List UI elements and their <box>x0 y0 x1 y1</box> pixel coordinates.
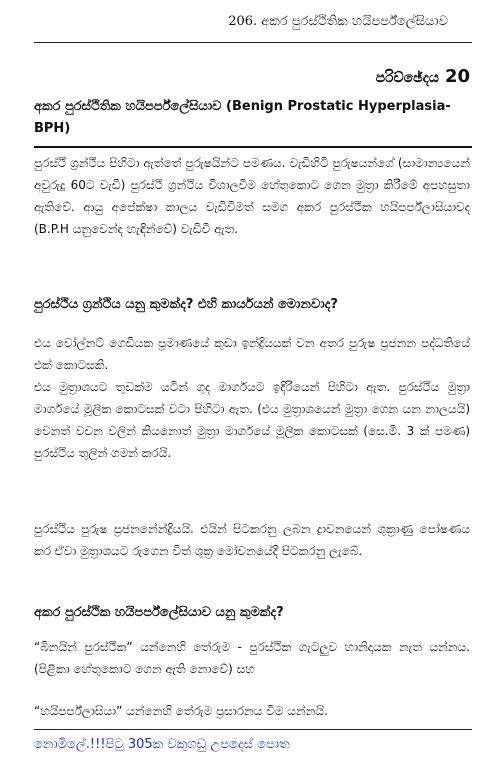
chapter-title: අකර පුරස්ථිතික හයිපර්ප්ලේසියාව (Benign Prostatic Hyperplasia-BPH) <box>34 99 451 136</box>
chapter-label: පරිච්ඡේදය <box>375 70 439 86</box>
answer-1-paragraph-2: එය මුත්‍රාශයට තුඩක්ම යටින් ගුද මාර්ගයට ඉදිරියෙන් පිහිටා ඇත. පුරස්ථිය මුත්‍රා මාර්ගයේ මූලික කොටසක් වටා පිහිටා ඇත. (එය මුත්‍රාශයෙන් මුත්‍රා ගෙන යන නාලයයි) වෙනත් වචන වලින් කියනොත් මුත්‍රා මාර්ගයේ මූලික කොටසක් (සෙ.මී. 3 ක් පමණ) පුරස්ථිය තුලින් ගමන් කරයි. <box>34 380 470 460</box>
question-1-section <box>34 294 470 316</box>
answer-1-paragraph-3: පුරස්ථිය පුරුෂ ප්‍රජනනේන්ද්‍රියයි. එයින් පිටකරනු ලබන ද්‍රාවනයෙන් ශුක්‍රාණු පෝෂණය කර ඒවා මුත්‍රාශයට රුගෙන විත් ශුක්‍ර මෝචනයේදී පිටකරනු ලැබේ. <box>34 522 470 558</box>
answer-2-paragraph-2: “හයිපර්ප්ලාසියා” යන්නෙහි තේරුම ප්‍රසාරනය වීම යන්නයි. <box>34 704 328 718</box>
title-rule <box>34 146 472 148</box>
question-1-heading: පුරස්ථිය ග්‍රන්ථිය යනු කුමක්ද? එහි කාර්යයන් මොනවාද? <box>34 297 338 312</box>
answer-2-paragraph-1: “බිනයින් පුරස්ථික” යන්නෙහි තේරුම - පුරස්ථික ගැටලුව හානිදායක නැත යන්නය. (පිළිකා හේතුකොට ගෙන ඇති නොවේ) සහ <box>34 640 470 676</box>
footer-rule <box>34 729 472 730</box>
answer-2-extra-section <box>34 700 470 722</box>
chapter-number: 20 <box>444 66 470 87</box>
chapter-heading <box>376 66 470 87</box>
running-header: 206. අකර පුරස්ථිතික හයිපර්ප්ලේසියාව <box>228 14 448 29</box>
answer-1-extra-section <box>34 518 470 562</box>
footer-note: නොමිලේ.!!!පිටු 305ක වකුගඩු උපදෙස් පොත <box>34 737 290 752</box>
question-2-section <box>34 602 470 624</box>
answer-2-section <box>34 636 470 680</box>
intro-paragraph: පුරස්ථි ග්‍රන්ථිය පිහිටා ඇත්තේ පුරුෂයින්ට පමණය. වැඩිහිටි පුරුෂයන්ගේ (සාමාන්‍යයෙන් අවුරුදු 60ට වැඩි) පුරස්ථි ග්‍රන්ථිය විශාලවීම හේතුකොට ගෙන මුත්‍රා කිරීමේ අපහසුතා ඇතිවේ. ආයු අපේක්ෂා කාලය වැඩිවීමත් සමග අකර පුරස්ථික හයිපර්ප්ලාසියාවද (B.P.H යනුවෙන්ද හැඳින්වේ) වැඩිවී ඇත. <box>34 156 470 236</box>
answer-1-section <box>34 332 470 464</box>
header-rule <box>34 42 472 43</box>
question-2-heading: අකර පුරස්ථික හයිපර්ප්ලේසියාව යනු කුමක්ද? <box>34 605 284 620</box>
intro-section <box>34 152 470 240</box>
answer-1-paragraph-1: එය වෝල්නට් ගෙඩියක ප්‍රමාණයේ කුඩා ඉන්ද්‍රියයක් වන අතර පුරුෂ ප්‍රජනන පද්ධතියේ එක් කොටසකි. <box>34 336 470 372</box>
